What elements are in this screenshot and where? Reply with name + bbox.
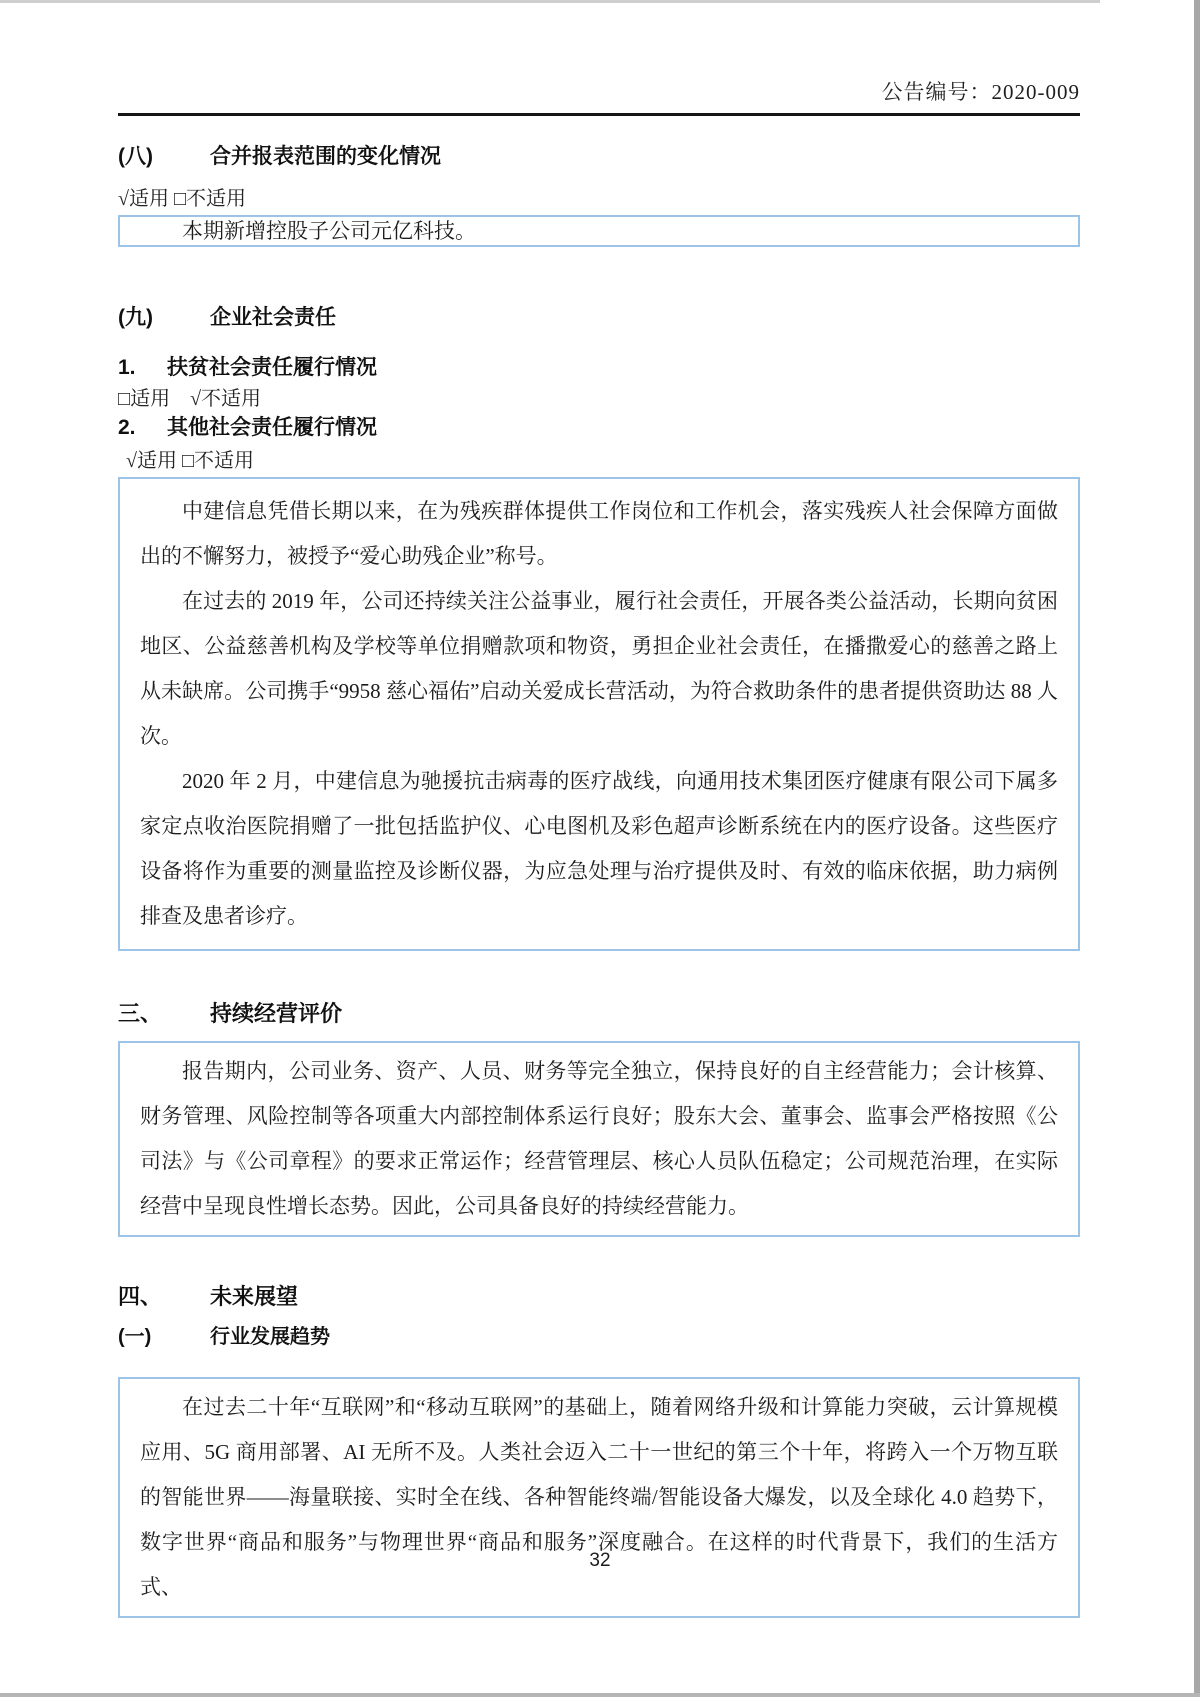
section-9-box xyxy=(118,477,1080,951)
section-9-sub-1-applicability: □适用 √不适用 xyxy=(118,388,262,410)
doc-number: 公告编号：2020-009 xyxy=(881,80,1080,104)
section-8-applicability: √适用 □不适用 xyxy=(118,188,247,210)
section-9-sub-2-heading xyxy=(118,415,1080,441)
scan-edge-right xyxy=(1194,0,1200,1697)
section-4-sub-1-number: (一) xyxy=(118,1326,152,1348)
section-9-sub-1-heading xyxy=(118,355,1080,381)
section-9-sub-1-title: 扶贫社会责任履行情况 xyxy=(167,356,377,379)
box-paragraph: 在过去二十年“互联网”和“移动互联网”的基础上，随着网络升级和计算能力突破，云计算规模应用、5G 商用部署、AI 无所不及。人类社会迈入二十一世纪的第三个十年，将跨入一个万物互联的智能世界——海量联接、实时全在线、各种智能终端/智能设备大爆发，以及全球化 4.0 趋势下，数字世界“商品和服务”与物理世界“商品和服务”深度融合。在这样的时代背景下，我们的生活方式、 xyxy=(140,1395,1058,1599)
section-9-title: 企业社会责任 xyxy=(210,306,336,329)
scan-edge-bottom xyxy=(0,1693,1200,1697)
section-8-title: 合并报表范围的变化情况 xyxy=(210,145,441,168)
section-3-heading xyxy=(118,1000,1080,1028)
section-8-box xyxy=(118,215,1080,247)
section-4-box xyxy=(118,1377,1080,1618)
section-8-heading xyxy=(118,143,1080,171)
section-9-sub-2-title: 其他社会责任履行情况 xyxy=(167,416,377,439)
section-8-box-text: 本期新增控股子公司元亿科技。 xyxy=(182,219,476,243)
section-4-sub-1-title: 行业发展趋势 xyxy=(210,1326,330,1348)
section-9-sub-1-number: 1. xyxy=(118,356,136,379)
box-paragraph: 中建信息凭借长期以来，在为残疾群体提供工作岗位和工作机会，落实残疾人社会保障方面做出的不懈努力，被授予“爱心助残企业”称号。 xyxy=(140,499,1058,568)
section-9-sub-2-applicability: √适用 □不适用 xyxy=(126,450,255,472)
section-3-box xyxy=(118,1041,1080,1237)
section-3-number: 三、 xyxy=(118,1001,163,1026)
section-4-sub-1-heading xyxy=(118,1324,1080,1350)
box-paragraph: 2020 年 2 月，中建信息为驰援抗击病毒的医疗战线，向通用技术集团医疗健康有限公司下属多家定点收治医院捐赠了一批包括监护仪、心电图机及彩色超声诊断系统在内的医疗设备。这些医疗设备将作为重要的测量监控及诊断仪器，为应急处理与治疗提供及时、有效的临床依据，助力病例排查及患者诊疗。 xyxy=(140,769,1058,928)
box-paragraph: 报告期内，公司业务、资产、人员、财务等完全独立，保持良好的自主经营能力；会计核算、财务管理、风险控制等各项重大内部控制体系运行良好；股东大会、董事会、监事会严格按照《公司法》与《公司章程》的要求正常运作；经营管理层、核心人员队伍稳定；公司规范治理，在实际经营中呈现良性增长态势。因此，公司具备良好的持续经营能力。 xyxy=(140,1059,1058,1218)
section-4-number: 四、 xyxy=(118,1284,163,1309)
page-number: 32 xyxy=(589,1550,611,1571)
scan-edge-top xyxy=(0,0,1100,3)
section-3-title: 持续经营评价 xyxy=(210,1001,343,1026)
section-9-number: (九) xyxy=(118,306,153,329)
section-9-sub-2-number: 2. xyxy=(118,416,136,439)
section-4-heading xyxy=(118,1283,1080,1311)
section-9-heading xyxy=(118,304,1080,332)
page-content xyxy=(0,80,1200,1618)
box-paragraph: 在过去的 2019 年，公司还持续关注公益事业，履行社会责任，开展各类公益活动，长期向贫困地区、公益慈善机构及学校等单位捐赠款项和物资，勇担企业社会责任，在播撒爱心的慈善之路上从未缺席。公司携手“9958 慈心福佑”启动关爱成长营活动，为符合救助条件的患者提供资助达 88 人次。 xyxy=(140,589,1058,748)
section-4-title: 未来展望 xyxy=(210,1284,299,1309)
header-rule xyxy=(118,113,1080,116)
section-8-number: (八) xyxy=(118,145,153,168)
